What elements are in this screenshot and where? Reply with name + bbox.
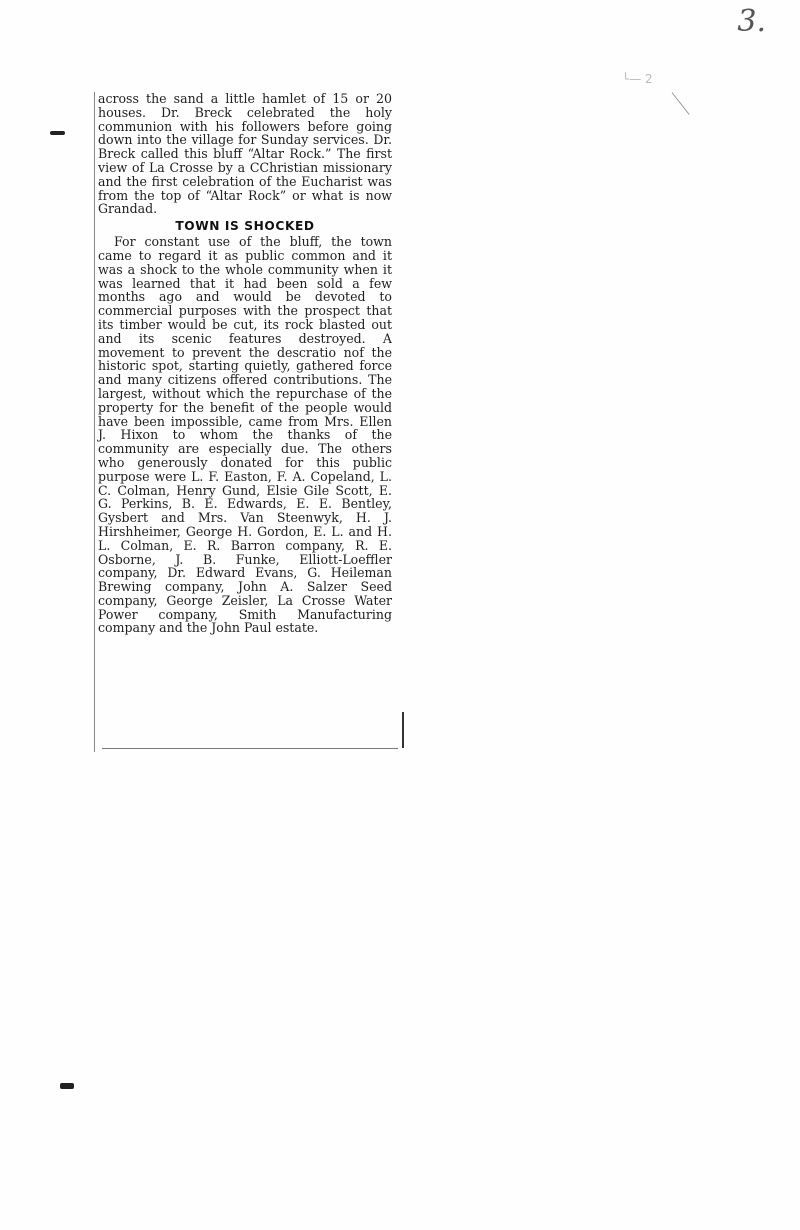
clipping-edge-bottom (102, 748, 398, 749)
page-number: 3. (737, 4, 766, 39)
article-paragraph-2: For constant use of the bluff, the town came to regard it as public common and it was a shock to the whole community when it was learned that it had been sold a few months ago and would be devoted to commercial purposes with the prospect that its timber would be cut, its rock blasted out and its scenic features destroyed. A movement to prevent the descratio nof the historic spot, starting quietly, gathered force and many citizens offered contributions. The largest, without which the repurchase of the property for the benefit of the people would have been impossible, came from Mrs. Ellen J. Hixon to whom the thanks of the community are especially due. The others who generously donated for this public purpose were L. F. Easton, F. A. Copeland, L. C. Colman, Henry Gund, Elsie Gile Scott, E. G. Perkins, B. E. Edwards, E. E. Bentley, Gysbert and Mrs. Van Steenwyk, H. J. Hirshheimer, George H. Gordon, E. L. and H. L. Colman, E. R. Barron company, R. E. Osborne, J. B. Funke, Elliott-Loeffler company, Dr. Edward Evans, G. Heileman Brewing company, John A. Salzer Seed company, George Zeisler, La Crosse Water Power company, Smith Manufacturing company and the John Paul estate. (98, 234, 392, 636)
scratch-mark (672, 92, 690, 115)
clipping-edge-right (402, 712, 404, 748)
article-body (98, 92, 392, 635)
punch-hole-mark-top (50, 131, 65, 135)
punch-hole-mark-bottom (60, 1083, 74, 1089)
pencil-annotation: └— 2 (622, 72, 653, 86)
section-headline: TOWN IS SHOCKED (175, 219, 315, 234)
clipping-edge-left (94, 92, 95, 752)
newspaper-clipping (98, 92, 398, 752)
article-paragraph-1: across the sand a little hamlet of 15 or 20 houses. Dr. Breck celebrated the holy communion with his followers before going down into the village for Sunday services. Dr. Breck called this bluff “Altar Rock.” The first view of La Crosse by a CChristian missionary and the first celebration of the Eucharist was from the top of “Altar Rock” or what is now Grandad. (98, 91, 392, 217)
